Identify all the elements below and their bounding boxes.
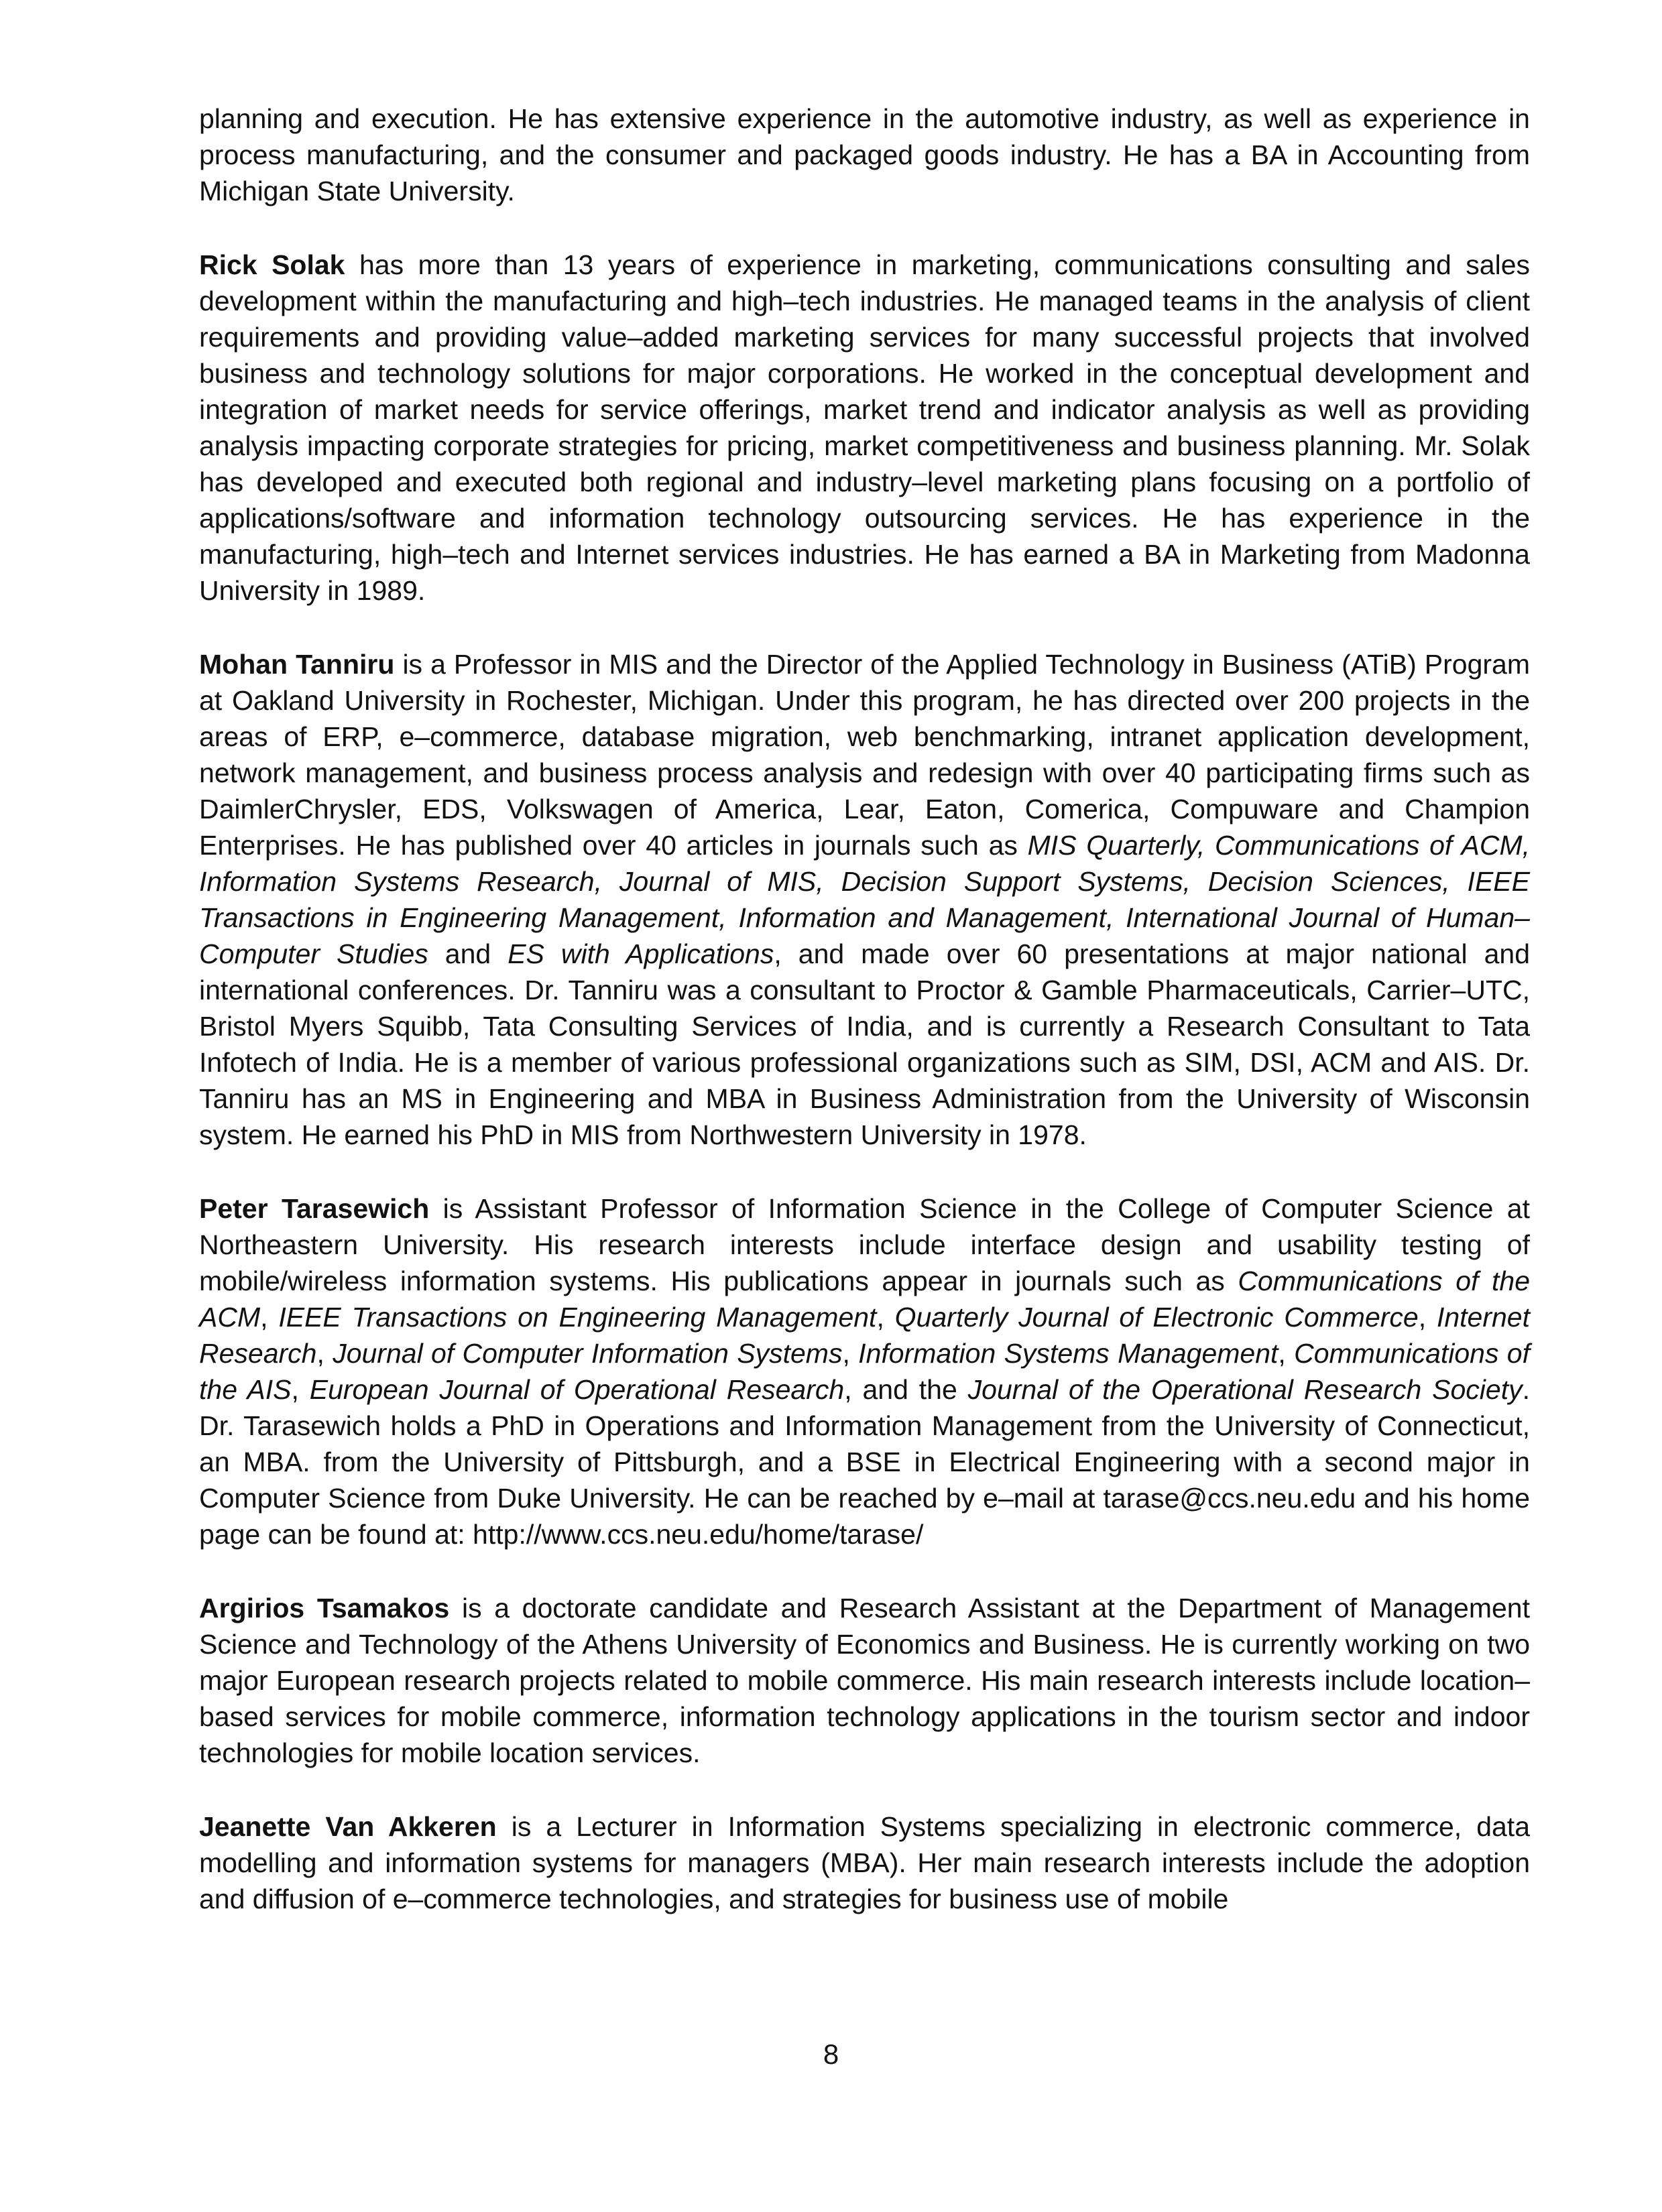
person-name: Mohan Tanniru	[199, 649, 395, 680]
document-body	[199, 101, 1530, 1917]
bio-paragraph-peter-tarasewich	[199, 1190, 1530, 1552]
separator-text: ,	[1278, 1338, 1295, 1369]
person-name: Rick Solak	[199, 249, 345, 280]
paragraph-text: is Assistant Professor of Information Science in the College of Computer Science at Northeastern University. His research interests include interface design and usability testing of mobile/wireless information systems. His publications appear in journals such as	[199, 1193, 1530, 1296]
separator-text: ,	[876, 1302, 895, 1333]
paragraph-text: is a Lecturer in Information Systems specializing in electronic commerce, data modelling and information systems for managers (MBA). Her main research interests include the adoption and diffusion of e–commerce technologies, and strategies for business use of mobile	[199, 1811, 1530, 1914]
separator-text: ,	[316, 1338, 333, 1369]
paragraph-text: has more than 13 years of experience in marketing, communications consulting and sales development within the manufacturing and high–tech industries. He managed teams in the analysis of client requirements and providing value–added marketing services for many successful projects that involved business and technology solutions for major corporations. He worked in the conceptual development and integration of market needs for service offerings, market trend and indicator analysis as well as providing analysis impacting corporate strategies for pricing, market competitiveness and business planning. Mr. Solak has developed and executed both regional and industry–level marketing plans focusing on a portfolio of applications/software and information technology outsourcing services. He has experience in the manufacturing, high–tech and Internet services industries. He has earned a BA in Marketing from Madonna University in 1989.	[199, 249, 1530, 606]
journal-title: Journal of Computer Information Systems	[333, 1338, 843, 1369]
separator-text: ,	[291, 1374, 310, 1405]
person-name: Peter Tarasewich	[199, 1193, 430, 1224]
journal-title: ES with Applications	[508, 938, 774, 969]
paragraph-text: planning and execution. He has extensive experience in the automotive industry, as well as experience in process manufacturing, and the consumer and packaged goods industry. He has a BA in Accounting from Michigan State University.	[199, 103, 1530, 206]
page-number: 8	[823, 2038, 839, 2070]
journal-title: Information Systems Management	[858, 1338, 1279, 1369]
journal-title: Quarterly Journal of Electronic Commerce	[894, 1302, 1419, 1333]
separator-text: ,	[842, 1338, 859, 1369]
paragraph-text: , and made over 60 presentations at major national and international conferences. Dr. Tanniru was a consultant to Proctor & Gamble Pharmaceuticals, Carrier–UTC, Bristol Myers Squibb, Tata Consulting Services of India, and is currently a Research Consultant to Tata Infotech of India. He is a member of various professional organizations such as SIM, DSI, ACM and AIS. Dr. Tanniru has an MS in Engineering and MBA in Business Administration from the University of Wisconsin system. He earned his PhD in MIS from Northwestern University in 1978.	[199, 938, 1530, 1150]
journal-list: MIS Quarterly, Communications of ACM, Information Systems Research, Journal of MIS, Decision Support Systems, Decision Sciences, IEEE Transactions in Engineering Management, Information and Management, International Journal of Human–Computer Studies	[199, 830, 1530, 969]
journal-title: IEEE Transactions on Engineering Management	[278, 1302, 877, 1333]
separator-text: ,	[260, 1302, 279, 1333]
journal-title: Journal of the Operational Research Society	[967, 1374, 1523, 1405]
paragraph-text: and	[428, 938, 508, 969]
person-name: Jeanette Van Akkeren	[199, 1811, 497, 1842]
person-name: Argirios Tsamakos	[199, 1593, 450, 1623]
journal-title: European Journal of Operational Research	[309, 1374, 845, 1405]
bio-paragraph-continuation	[199, 101, 1530, 209]
paragraph-text: is a doctorate candidate and Research Assistant at the Department of Management Science and Technology of the Athens University of Economics and Business. He is currently working on two major European research projects related to mobile commerce. His main research interests include location–based services for mobile commerce, information technology applications in the tourism sector and indoor technologies for mobile location services.	[199, 1593, 1530, 1768]
separator-text: , and the	[844, 1374, 968, 1405]
separator-text: ,	[1418, 1302, 1437, 1333]
journal-title: Communications of the ACM	[199, 1266, 1530, 1333]
bio-paragraph-jeanette-van-akkeren	[199, 1808, 1530, 1917]
bio-paragraph-argirios-tsamakos	[199, 1590, 1530, 1771]
bio-paragraph-rick-solak	[199, 247, 1530, 609]
bio-paragraph-mohan-tanniru	[199, 646, 1530, 1153]
journal-title: Communications of the AIS	[199, 1338, 1530, 1405]
paragraph-text: . Dr. Tarasewich holds a PhD in Operations and Information Management from the University of Connecticut, an MBA. from the University of Pittsburgh, and a BSE in Electrical Engineering with a second major in Computer Science from Duke University. He can be reached by e–mail at tarase@ccs.neu.edu and his home page can be found at: http://www.ccs.neu.edu/home/tarase/	[199, 1374, 1531, 1550]
paragraph-text: is a Professor in MIS and the Director of the Applied Technology in Business (ATiB) Program at Oakland University in Rochester, Michigan. Under this program, he has directed over 200 projects in the areas of ERP, e–commerce, database migration, web benchmarking, intranet application development, network management, and business process analysis and redesign with over 40 participating firms such as DaimlerChrysler, EDS, Volkswagen of America, Lear, Eaton, Comerica, Compuware and Champion Enterprises. He has published over 40 articles in journals such as	[199, 649, 1530, 861]
journal-title: Internet Research	[199, 1302, 1530, 1369]
